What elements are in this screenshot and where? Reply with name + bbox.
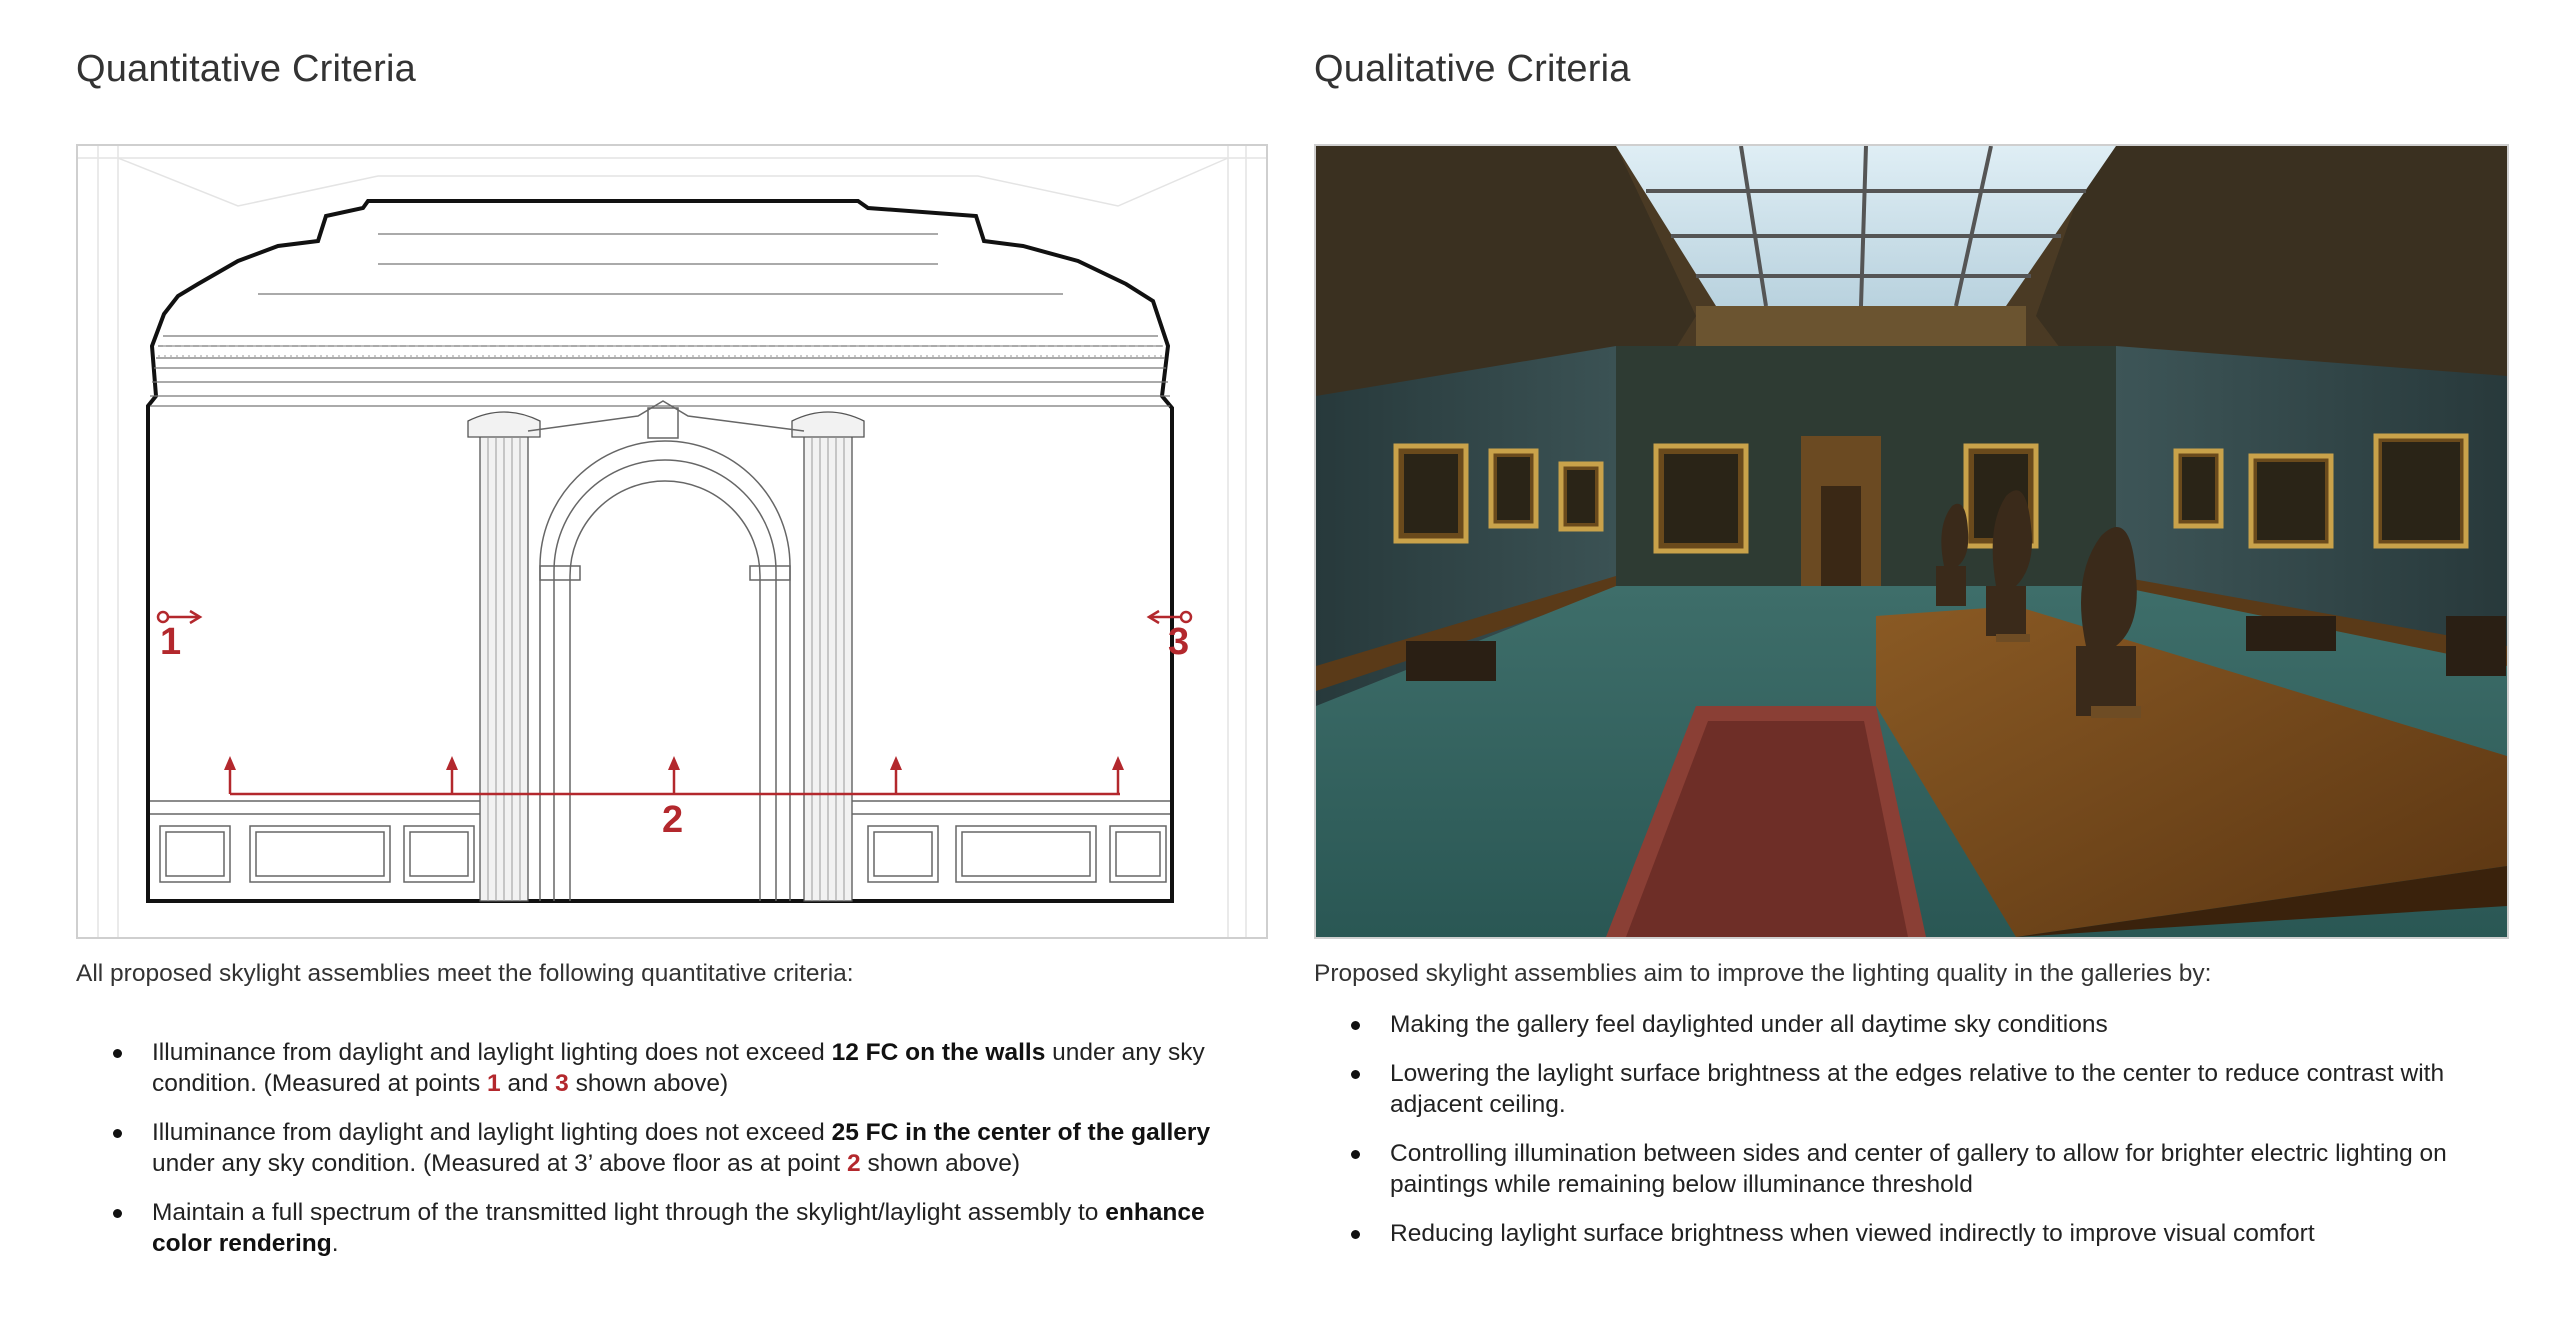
- list-item: Lowering the laylight surface brightness at the edges relative to the center to reduce contrast with adjacent ceiling.: [1314, 1058, 2509, 1120]
- list-item: Illuminance from daylight and laylight lighting does not exceed 12 FC on the walls under any sky condition. (Measured at points 1 and 3 shown above): [76, 1037, 1268, 1099]
- qualitative-intro: Proposed skylight assemblies aim to improve the lighting quality in the galleries by:: [1314, 960, 2212, 987]
- list-item: Making the gallery feel daylighted under all daytime sky conditions: [1314, 1009, 2509, 1040]
- list-item: Reducing laylight surface brightness when viewed indirectly to improve visual comfort: [1314, 1218, 2509, 1249]
- gallery-photo-svg: [1316, 146, 2507, 937]
- list-item: Illuminance from daylight and laylight lighting does not exceed 25 FC in the center of the gallery under any sky condition. (Measured at 3’ above floor as at point 2 shown above): [76, 1117, 1268, 1179]
- qualitative-list: [1314, 1009, 2509, 1267]
- marker-label-1: 1: [160, 621, 182, 663]
- marker-label-2: 2: [662, 799, 684, 841]
- list-item: Controlling illumination between sides and center of gallery to allow for brighter electric lighting on paintings while remaining below illuminance threshold: [1314, 1138, 2509, 1200]
- list-item: Maintain a full spectrum of the transmitted light through the skylight/laylight assembly to enhance color rendering.: [76, 1197, 1268, 1259]
- quantitative-heading: Quantitative Criteria: [76, 48, 417, 90]
- gallery-section-drawing: [76, 144, 1268, 939]
- qualitative-heading: Qualitative Criteria: [1314, 48, 1631, 90]
- quantitative-list: [76, 1037, 1268, 1277]
- marker-label-3: 3: [1168, 621, 1190, 663]
- section-drawing-svg: [78, 146, 1266, 937]
- quantitative-intro: All proposed skylight assemblies meet the following quantitative criteria:: [76, 960, 854, 987]
- gallery-photo: [1314, 144, 2509, 939]
